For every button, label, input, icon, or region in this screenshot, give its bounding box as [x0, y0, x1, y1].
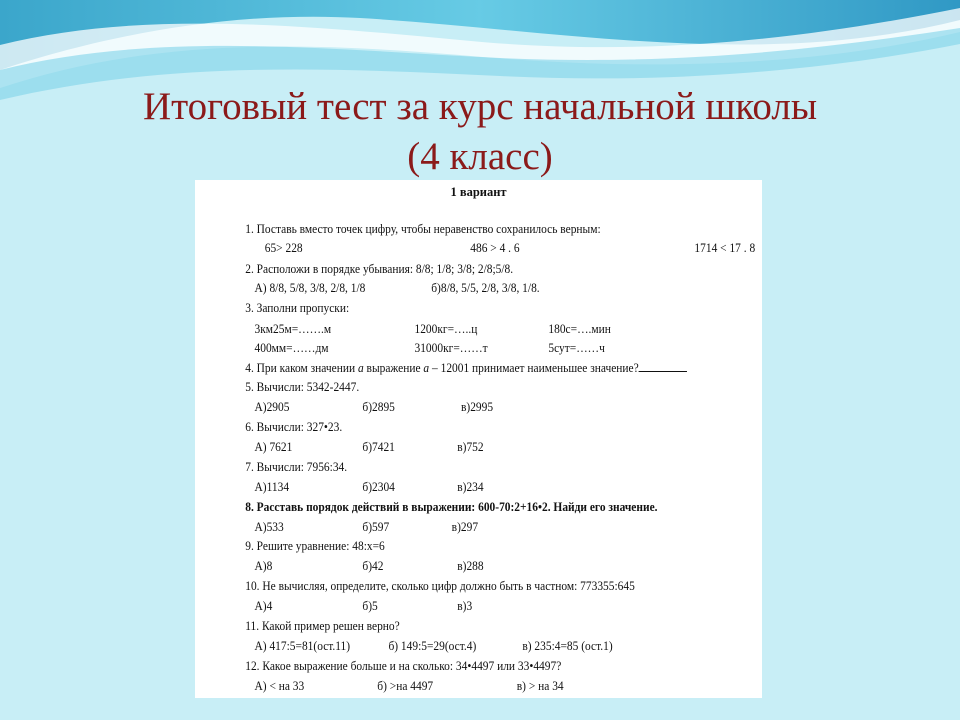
answer-option: в)3 [457, 599, 473, 613]
question-1 [195, 220, 722, 238]
variable-a: а [357, 361, 364, 375]
answer-row [195, 320, 722, 338]
question-prompt: 12. Какое выражение больше и на сколько: 34•4497 или 33•4497? [245, 659, 562, 673]
answer-option: 65> 228 [264, 241, 303, 255]
answer-row [195, 557, 722, 575]
answer-option: А) 417:5=81(ост.11) [254, 639, 351, 653]
test-sheet [195, 180, 762, 698]
answer-option: б)5 [362, 599, 378, 613]
answer-option: б)8/8, 5/5, 2/8, 3/8, 1/8. [431, 281, 540, 295]
answer-option: А)2905 [254, 400, 290, 414]
question-prompt: 5. Вычисли: 5342-2447. [245, 380, 360, 394]
question-3 [195, 299, 722, 317]
prompt-text: выражение [366, 361, 421, 375]
variable-a: а [423, 361, 430, 375]
question-prompt: 9. Решите уравнение: 48:х=6 [245, 539, 385, 553]
question-prompt: 6. Вычисли: 327•23. [245, 420, 343, 434]
question-11 [195, 617, 722, 635]
question-prompt: 10. Не вычисляя, определите, сколько цифр должно быть в частном: 773355:645 [245, 579, 635, 593]
question-8 [195, 498, 722, 516]
answer-blank [639, 360, 687, 372]
answer-row [195, 398, 722, 416]
fill-item: 5сут=……ч [548, 341, 605, 355]
answer-row [195, 518, 722, 536]
answer-row [195, 239, 756, 257]
fill-item: 400мм=……дм [254, 341, 329, 355]
answer-row [195, 438, 722, 456]
slide-title-line1: Итоговый тест за курс начальной школы [142, 85, 818, 128]
answer-option: б)2304 [362, 480, 395, 494]
answer-option: А)8 [254, 559, 273, 573]
answer-option: А)1134 [254, 480, 290, 494]
answer-row [195, 279, 722, 297]
answer-option: 486 > 4 . 6 [470, 241, 520, 255]
question-prompt: 11. Какой пример решен верно? [245, 619, 400, 633]
question-prompt: 1. Поставь вместо точек цифру, чтобы неравенство сохранилось верным: [245, 222, 601, 236]
answer-option: А) < на 33 [254, 679, 305, 693]
answer-option: б)597 [362, 520, 390, 534]
question-prompt [245, 359, 687, 377]
variant-heading: 1 вариант [450, 185, 507, 199]
answer-row [195, 597, 722, 615]
prompt-text: – 12001 принимает наименьшее значение? [432, 361, 639, 375]
answer-option: б) >на 4497 [377, 679, 434, 693]
fill-item: 1200кг=…..ц [414, 322, 478, 336]
question-prompt: 8. Расставь порядок действий в выражении: 600-70:2+16•2. Найди его значение. [245, 500, 658, 514]
answer-option: в)752 [457, 440, 484, 454]
question-12 [195, 657, 722, 675]
answer-option: в)2995 [460, 400, 494, 414]
question-7 [195, 458, 722, 476]
answer-option: в) 235:4=85 (ост.1) [522, 639, 613, 653]
prompt-text: 4. При каком значении [245, 361, 356, 375]
question-prompt: 2. Расположи в порядке убывания: 8/8; 1/8; 3/8; 2/8;5/8. [245, 262, 514, 276]
answer-option: в)288 [457, 559, 484, 573]
fill-item: 180с=….мин [548, 322, 611, 336]
answer-option: б) 149:5=29(ост.4) [388, 639, 477, 653]
question-4 [195, 359, 722, 377]
answer-row [195, 478, 722, 496]
answer-option: А) 7621 [254, 440, 293, 454]
question-prompt: 7. Вычисли: 7956:34. [245, 460, 348, 474]
fill-item: 31000кг=……т [414, 341, 488, 355]
answer-option: б)42 [362, 559, 384, 573]
answer-option: в) > на 34 [516, 679, 564, 693]
answer-option: 1714 < 17 . 8 [694, 241, 756, 255]
answer-option: А) 8/8, 5/8, 3/8, 2/8, 1/8 [254, 281, 366, 295]
answer-option: б)2895 [362, 400, 395, 414]
fill-item: 3км25м=…….м [254, 322, 332, 336]
slide-title [0, 82, 960, 182]
question-10 [195, 577, 722, 595]
question-2 [195, 260, 722, 278]
slide-title-line2: (4 класс) [407, 135, 553, 178]
answer-option: А)4 [254, 599, 273, 613]
answer-row [195, 339, 722, 357]
question-5 [195, 378, 722, 396]
answer-row [195, 637, 722, 655]
question-6 [195, 418, 722, 436]
answer-row [195, 677, 722, 695]
question-9 [195, 537, 722, 555]
answer-option: в)297 [451, 520, 479, 534]
answer-option: б)7421 [362, 440, 395, 454]
question-prompt: 3. Заполни пропуски: [245, 301, 350, 315]
answer-option: А)533 [254, 520, 284, 534]
answer-option: в)234 [457, 480, 484, 494]
